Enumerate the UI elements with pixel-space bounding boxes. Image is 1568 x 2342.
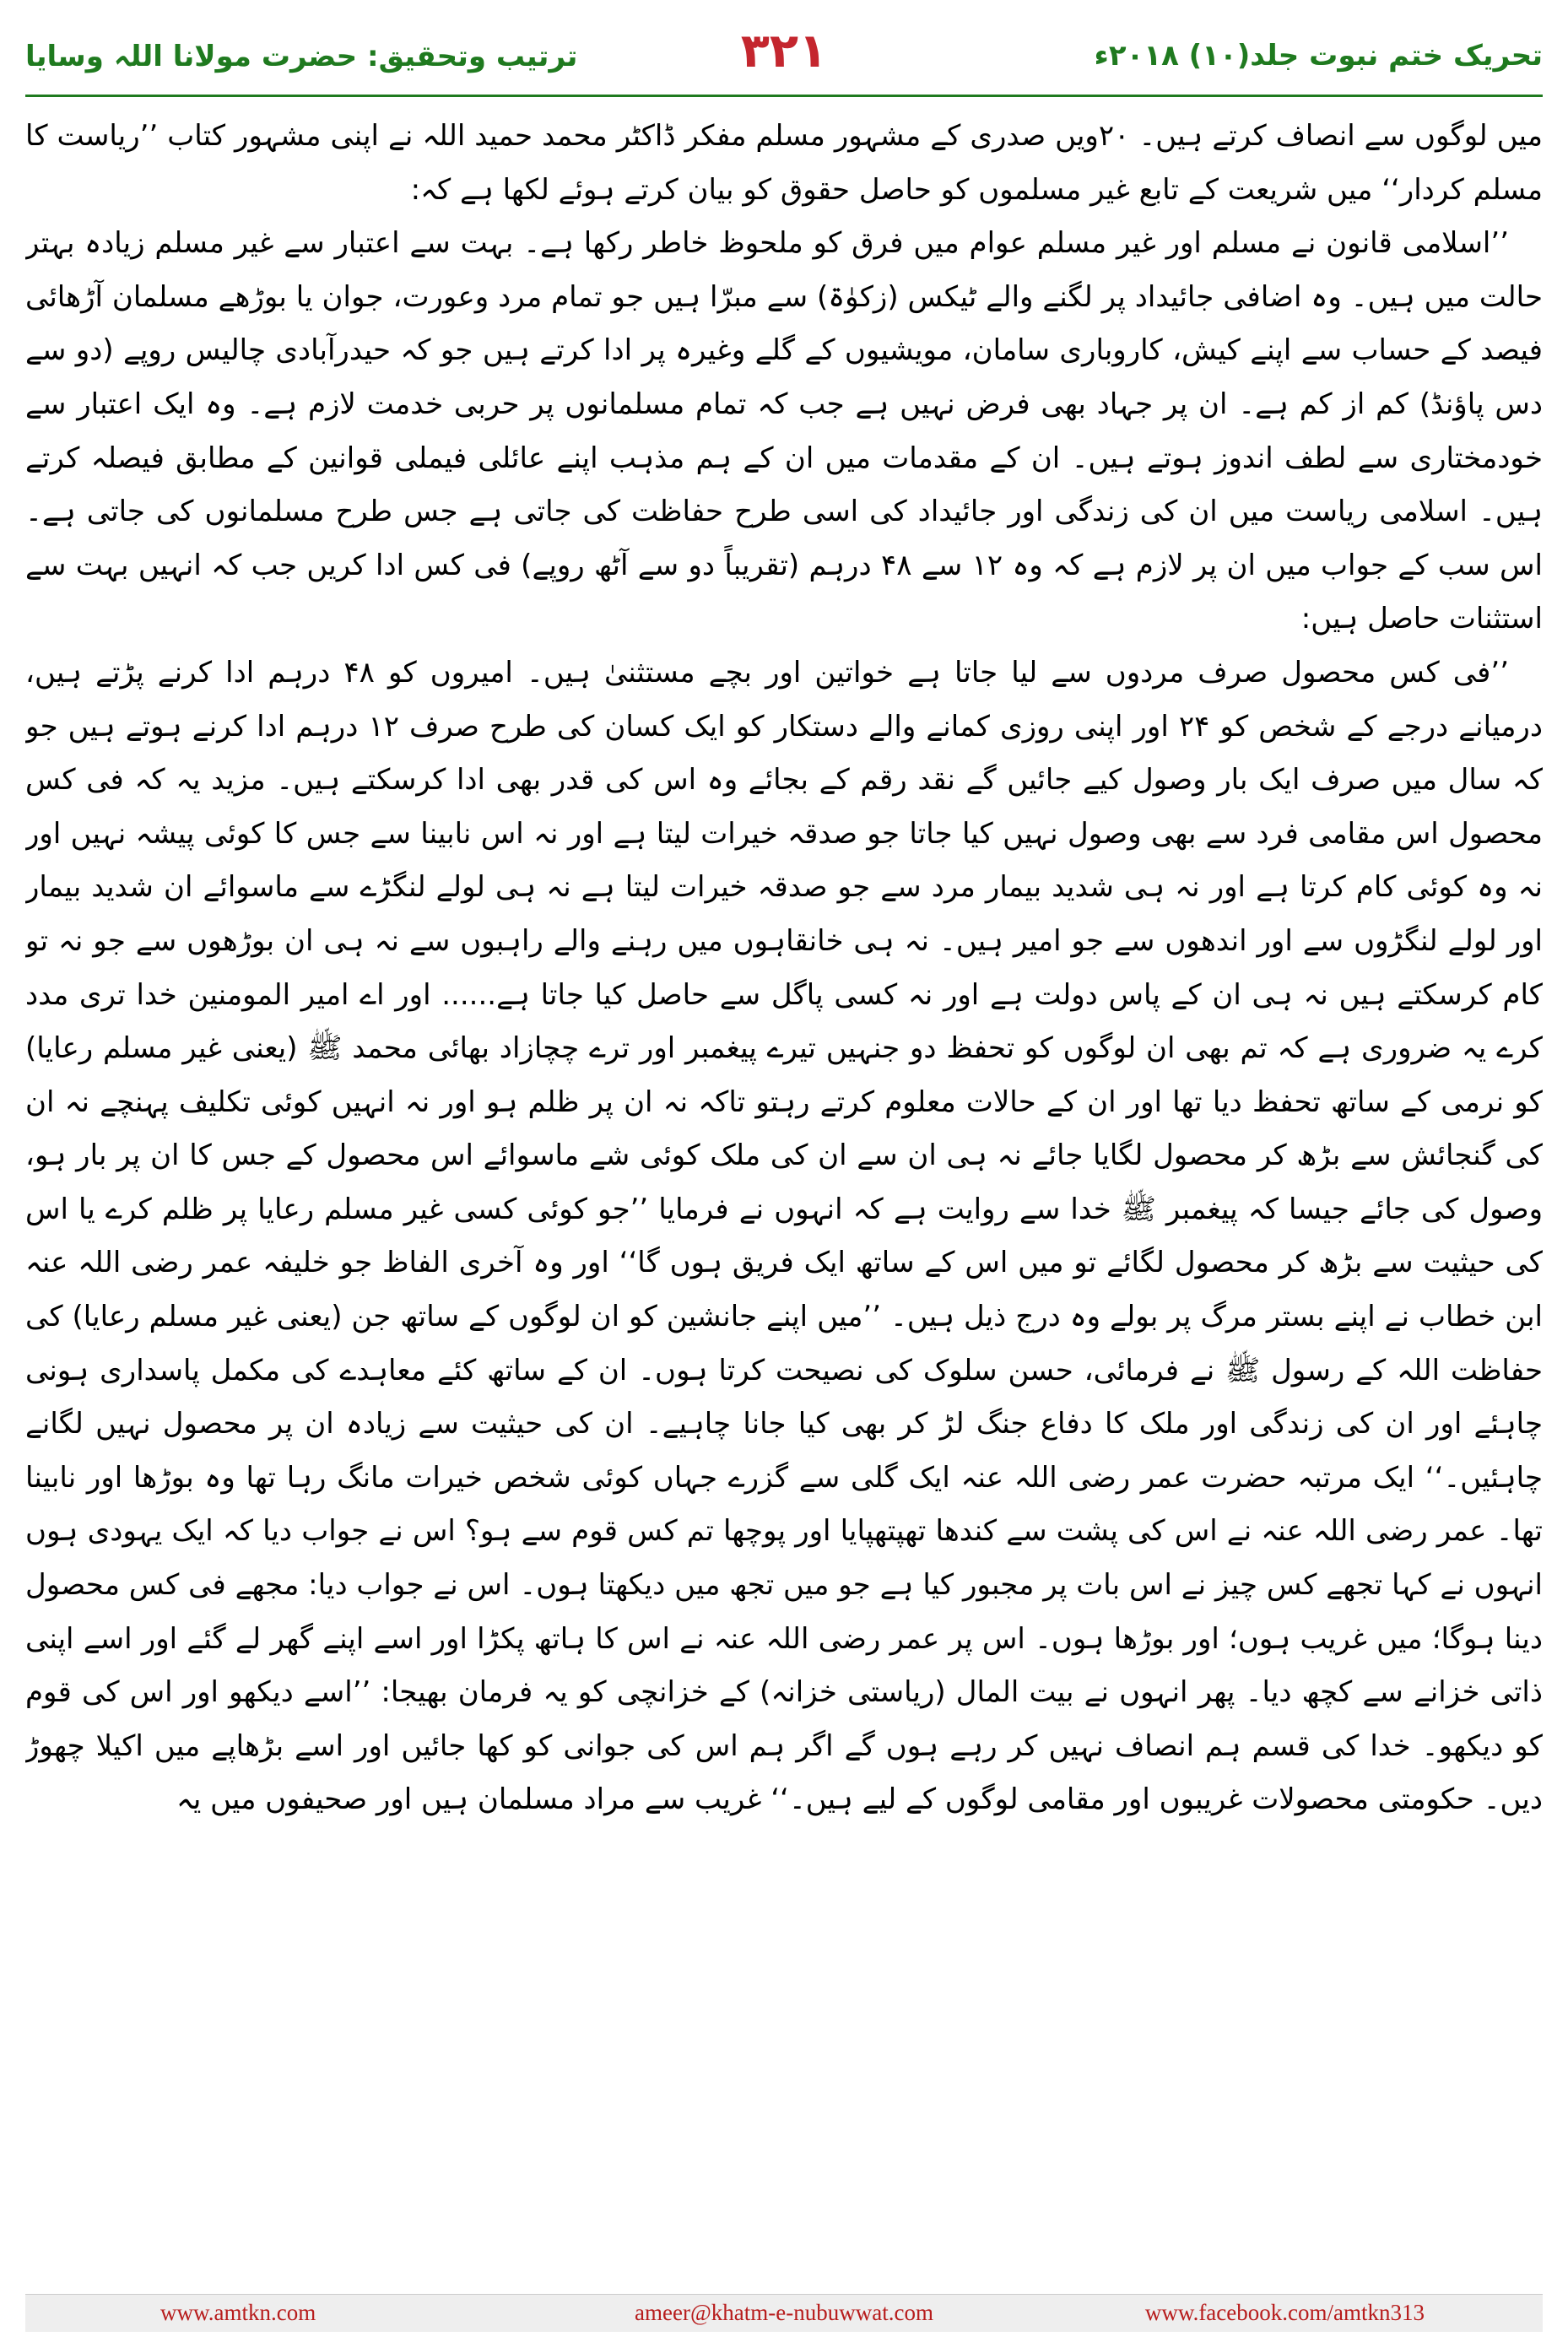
page-footer xyxy=(25,2294,1543,2332)
paragraph-quote-2: ’’فی کس محصول صرف مردوں سے لیا جاتا ہے خواتین اور بچے مستثنیٰ ہیں۔ امیروں کو ۴۸ درہم ادا کرنے پڑتے ہیں، درمیانے درجے کے شخص کو ۲۴ اور اپنی روزی کمانے والے دستکار کو ایک کسان کی طرح صرف ۱۲ درہم ادا کرنے ہوتے ہیں جو کہ سال میں صرف ایک بار وصول کیے جائیں گے نقد رقم کے بجائے وہ اس کی قدر بھی ادا کرسکتے ہیں۔ مزید یہ کہ فی کس محصول اس مقامی فرد سے بھی وصول نہیں کیا جاتا جو صدقہ خیرات لیتا ہے اور نہ اس نابینا سے جس کا کوئی پیشہ نہیں اور نہ وہ کوئی کام کرتا ہے اور نہ ہی شدید بیمار مرد سے جو صدقہ خیرات لیتا ہے نہ ہی لولے لنگڑے سے ماسوائے ان شدید بیمار اور لولے لنگڑوں سے اور اندھوں سے جو امیر ہیں۔ نہ ہی خانقاہوں میں رہنے والے راہبوں سے نہ ہی ان بوڑھوں سے جو نہ تو کام کرسکتے ہیں نہ ہی ان کے پاس دولت ہے اور نہ کسی پاگل سے حاصل کیا جاتا ہے...... اور اے امیر المومنین خدا تری مدد کرے یہ ضروری ہے کہ تم بھی ان لوگوں کو تحفظ دو جنہیں تیرے پیغمبر اور ترے چچازاد بھائی محمد ﷺ (یعنی غیر مسلم رعایا) کو نرمی کے ساتھ تحفظ دیا تھا اور ان کے حالات معلوم کرتے رہتو تاکہ نہ ان پر ظلم ہو اور نہ انہیں کوئی تکلیف پہنچے نہ ان کی گنجائش سے بڑھ کر محصول لگایا جائے نہ ہی ان سے ان کی ملک کوئی شے ماسوائے اس محصول کے جس کا ان پر بار ہو، وصول کی جائے جیسا کہ پیغمبر ﷺ خدا سے روایت ہے کہ انہوں نے فرمایا ’’جو کوئی کسی غیر مسلم رعایا پر ظلم کرے یا اس کی حیثیت سے بڑھ کر محصول لگائے تو میں اس کے ساتھ ایک فریق ہوں گا‘‘ اور وہ آخری الفاظ جو خلیفہ عمر رضی اللہ عنہ ابن خطاب نے اپنے بستر مرگ پر بولے وہ درج ذیل ہیں۔ ’’میں اپنے جانشین کو ان لوگوں کے ساتھ جن (یعنی غیر مسلم رعایا) کی حفاظت اللہ کے رسول ﷺ نے فرمائی، حسن سلوک کی نصیحت کرتا ہوں۔ ان کے ساتھ کئے معاہدے کی مکمل پاسداری ہونی چاہئے اور ان کی زندگی اور ملک کا دفاع جنگ لڑ کر بھی کیا جانا چاہیے۔ ان کی حیثیت سے زیادہ ان پر محصول نہیں لگانے چاہئیں۔‘‘ ایک مرتبہ حضرت عمر رضی اللہ عنہ ایک گلی سے گزرے جہاں کوئی شخص خیرات مانگ رہا تھا وہ بوڑھا اور نابینا تھا۔ عمر رضی اللہ عنہ نے اس کی پشت سے کندھا تھپتھپایا اور پوچھا تم کس قوم سے ہو؟ اس نے جواب دیا کہ ایک یہودی ہوں انہوں نے کہا تجھے کس چیز نے اس بات پر مجبور کیا ہے جو میں تجھ میں دیکھتا ہوں۔ اس نے جواب دیا: مجھے فی کس محصول دینا ہوگا؛ میں غریب ہوں؛ اور بوڑھا ہوں۔ اس پر عمر رضی اللہ عنہ نے اس کا ہاتھ پکڑا اور اسے اپنے گھر لے گئے اور اسے اپنی ذاتی خزانے سے کچھ دیا۔ پھر انہوں نے بیت المال (ریاستی خزانہ) کے خزانچی کو یہ فرمان بھیجا: ’’اسے دیکھو اور اس کی قوم کو دیکھو۔ خدا کی قسم ہم انصاف نہیں کر رہے ہوں گے اگر ہم اس کی جوانی کو کھا جائیں اور اسے بڑھاپے میں اکیلا چھوڑ دیں۔ حکومتی محصولات غریبوں اور مقامی لوگوں کے لیے ہیں۔‘‘ غریب سے مراد مسلمان ہیں اور صحیفوں میں یہ xyxy=(25,655,1543,1817)
compiler-credit: ترتیب وتحقیق: حضرت مولانا اللہ وسایا xyxy=(25,40,578,73)
website-link[interactable]: www.amtkn.com xyxy=(160,2300,316,2325)
facebook-link[interactable]: www.facebook.com/amtkn313 xyxy=(1144,2300,1425,2325)
paragraph-intro: میں لوگوں سے انصاف کرتے ہیں۔ ۲۰ویں صدری کے مشہور مسلم مفکر ڈاکٹر محمد حمید اللہ نے اپنی مشہور کتاب ’’ریاست کا مسلم کردار‘‘ میں شریعت کے تابع غیر مسلموں کو حاصل حقوق کو بیان کرتے ہوئے لکھا ہے کہ: xyxy=(25,119,1543,207)
email-link[interactable]: ameer@khatm-e-nubuwwat.com xyxy=(635,2300,933,2325)
page-number: ۳۲۱ xyxy=(740,24,828,78)
page-header xyxy=(25,24,1543,91)
body-text xyxy=(25,110,1543,2220)
paragraph-quote-1: ’’اسلامی قانون نے مسلم اور غیر مسلم عوام میں فرق کو ملحوظ خاطر رکھا ہے۔ بہت سے اعتبار سے غیر مسلم زیادہ بہتر حالت میں ہیں۔ وہ اضافی جائیداد پر لگنے والے ٹیکس (زکوٰۃ) سے مبرّا ہیں جو تمام مرد وعورت، جوان یا بوڑھے مسلمان آڑھائی فیصد کے حساب سے اپنے کیش، کاروباری سامان، مویشیوں کے گلے وغیرہ پر ادا کرتے ہیں جو کہ حیدرآبادی چالیس روپے (دو سے دس پاؤنڈ) کم از کم ہے۔ ان پر جہاد بھی فرض نہیں ہے جب کہ تمام مسلمانوں پر حربی خدمت لازم ہے۔ وہ ایک اعتبار سے خودمختاری سے لطف اندوز ہوتے ہیں۔ ان کے مقدمات میں ان کے ہم مذہب اپنے عائلی فیملی قوانین کے مطابق فیصلہ کرتے ہیں۔ اسلامی ریاست میں ان کی زندگی اور جائیداد کی اسی طرح حفاظت کی جاتی ہے جس طرح مسلمانوں کی جاتی ہے۔ اس سب کے جواب میں ان پر لازم ہے کہ وہ ۱۲ سے ۴۸ درہم (تقریباً دو سے آٹھ روپے) فی کس ادا کریں جب کہ انہیں بہت سے استثنات حاصل ہیں: xyxy=(25,226,1543,636)
header-divider xyxy=(25,95,1543,97)
book-title: تحریک ختم نبوت جلد(۱۰) ۲۰۱۸ء xyxy=(1094,39,1543,73)
